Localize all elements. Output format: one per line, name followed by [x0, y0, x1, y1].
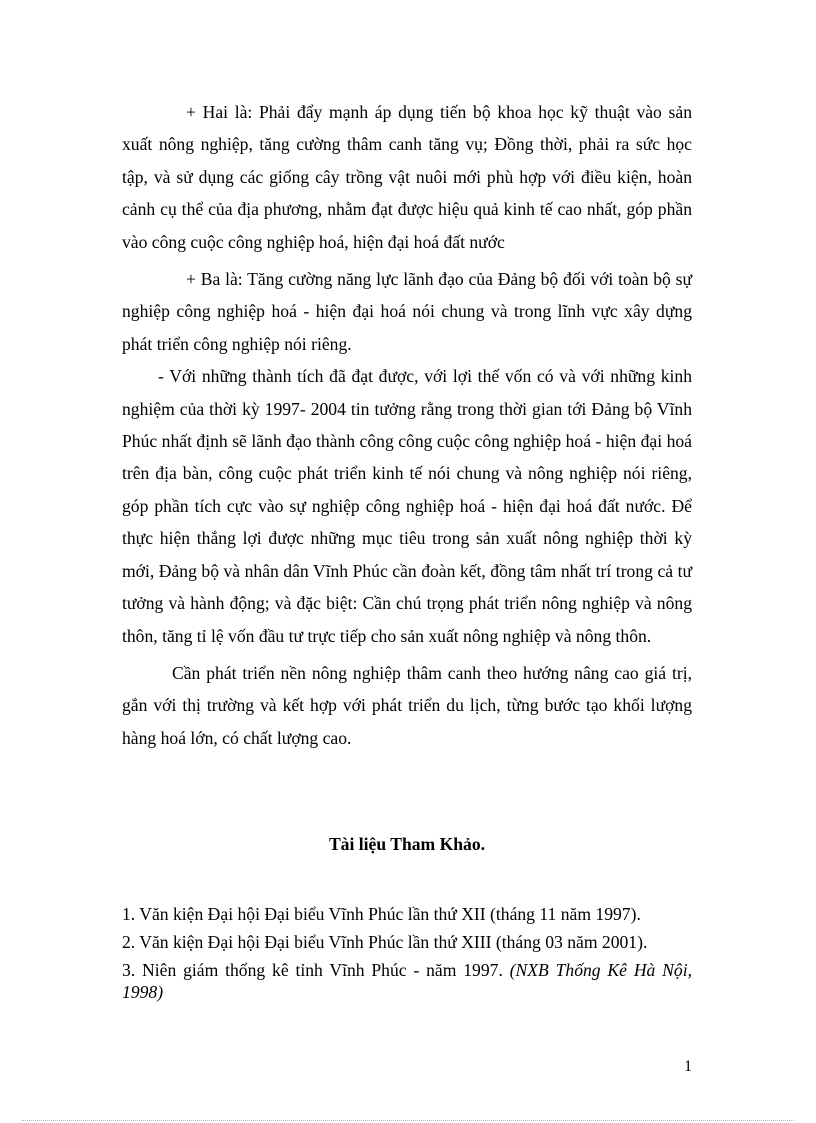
paragraph-development: Cần phát triển nền nông nghiệp thâm canh theo hướng nâng cao giá trị, gắn với thị trường và kết hợp với phát triển du lịch, từng bước tạo khối lượng hàng hoá lớn, có chất lượng cao.: [122, 662, 692, 748]
reference-item-1: 1. Văn kiện Đại hội Đại biểu Vĩnh Phúc lần thứ XII (tháng 11 năm 1997).: [122, 904, 641, 924]
reference-item-3: [122, 959, 692, 1003]
reference-item-2: 2. Văn kiện Đại hội Đại biểu Vĩnh Phúc lần thứ XIII (tháng 03 năm 2001).: [122, 932, 648, 952]
reference-item-3-publisher: (NXB Thống Kê Hà Nội, 1998): [122, 960, 692, 1002]
paragraph-hai-la: + Hai là: Phải đẩy mạnh áp dụng tiến bộ khoa học kỹ thuật vào sản xuất nông nghiệp, tăng cường thâm canh tăng vụ; Đồng thời, phải ra sức học tập, và sử dụng các giống cây trồng vật nuôi mới phù hợp với điều kiện, hoàn cảnh cụ thể của địa phương, nhằm đạt được hiệu quả kinh tế cao nhất, góp phần vào công cuộc công nghiệp hoá, hiện đại hoá đất nước: [122, 102, 692, 252]
paragraph-conclusion: - Với những thành tích đã đạt được, với lợi thế vốn có và với những kinh nghiệm của thời kỳ 1997- 2004 tin tưởng rằng trong thời gian tới Đảng bộ Vĩnh Phúc nhất định sẽ lãnh đạo thành công công cuộc công nghiệp hoá - hiện đại hoá trên địa bàn, công cuộc phát triển kinh tế nói chung và nông nghiệp nói riêng, góp phần tích cực vào sự nghiệp công nghiệp hoá - hiện đại hoá đất nước. Để thực hiện thắng lợi được những mục tiêu trong sản xuất nông nghiệp thời kỳ mới, Đảng bộ và nhân dân Vĩnh Phúc cần đoàn kết, đồng tâm nhất trí trong cả tư tưởng và hành động; và đặc biệt: Cần chú trọng phát triển nông nghiệp và nông thôn, tăng tỉ lệ vốn đầu tư trực tiếp cho sản xuất nông nghiệp và nông thôn.: [122, 366, 692, 646]
body-text: [122, 96, 692, 754]
page-number: 1: [684, 1058, 692, 1075]
reference-item-3-text: 3. Niên giám thống kê tỉnh Vĩnh Phúc - năm 1997.: [122, 960, 510, 980]
references-title: Tài liệu Tham Khảo.: [328, 834, 486, 854]
page-footer-divider: [22, 1120, 794, 1121]
paragraph-ba-la: + Ba là: Tăng cường năng lực lãnh đạo của Đảng bộ đối với toàn bộ sự nghiệp công nghiệp hoá - hiện đại hoá nói chung và trong lĩnh vực xây dựng phát triển công nghiệp nói riêng.: [122, 269, 692, 354]
references-list: [122, 903, 692, 1009]
